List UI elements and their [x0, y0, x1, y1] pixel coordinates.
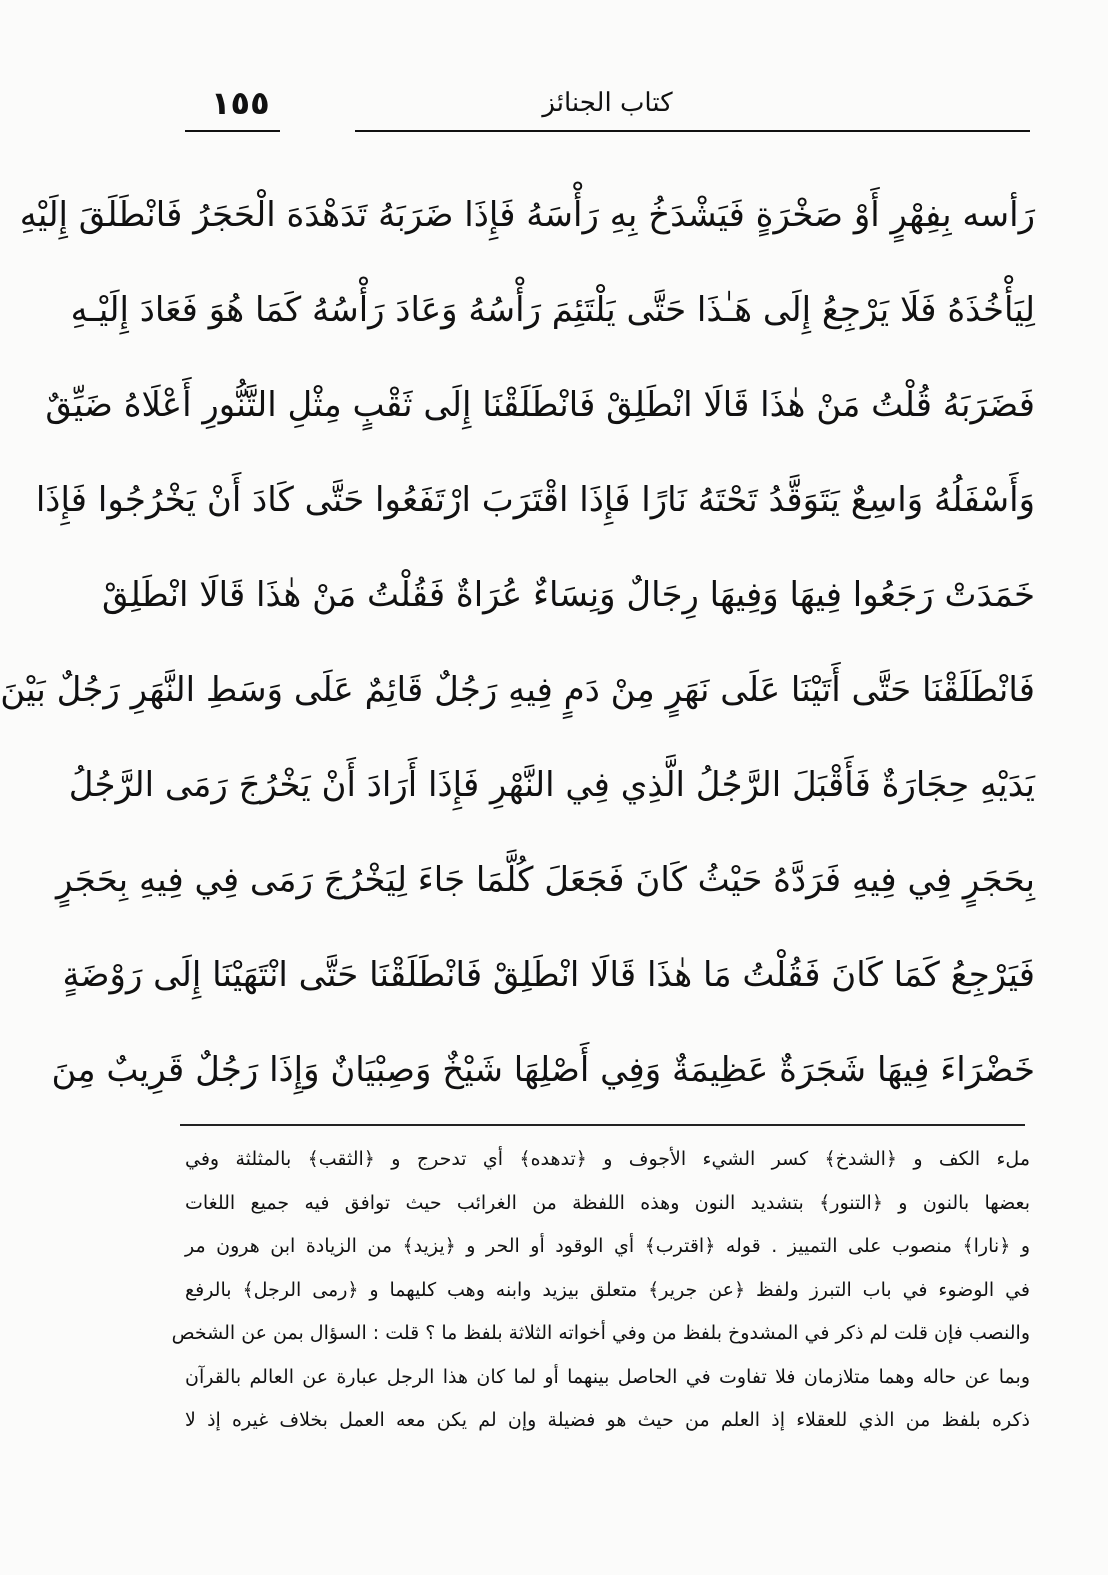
- text-line: بِحَجَرٍ فِي فِيهِ فَرَدَّهُ حَيْثُ كَانَ فَجَعَلَ كُلَّمَا جَاءَ لِيَخْرُجَ رَمَى فِي فِيهِ بِحَجَرٍ: [56, 860, 1035, 900]
- header-rule: [185, 130, 280, 132]
- text-line: خَمَدَتْ رَجَعُوا فِيهَا وَفِيهَا رِجَالٌ وَنِسَاءٌ عُرَاةٌ فَقُلْتُ مَنْ هٰذَا قَالَا انْطَلِقْ: [102, 575, 1035, 615]
- text-line: فَيَرْجِعُ كَمَا كَانَ فَقُلْتُ مَا هٰذَا قَالَا انْطَلِقْ فَانْطَلَقْنَا حَتَّى انْتَهَيْنَا إِلَى رَوْضَةٍ: [62, 955, 1035, 995]
- text-line: فَضَرَبَهُ قُلْتُ مَنْ هٰذَا قَالَا انْطَلِقْ فَانْطَلَقْنَا إِلَى ثَقْبٍ مِثْلِ التَّنُّورِ أَعْلَاهُ ضَيِّقٌ: [45, 385, 1035, 425]
- footnote-line: ملء الكف و ﴿الشدخ﴾ كسر الشيء الأجوف و ﴿تدهده﴾ أي تدحرج و ﴿الثقب﴾ بالمثلثة وفي: [185, 1148, 1030, 1170]
- footnote-line: بعضها بالنون و ﴿التنور﴾ بتشديد النون وهذه اللفظة من الغرائب حيث توافق فيه جميع اللغات: [185, 1191, 1030, 1214]
- text-line: يَدَيْهِ حِجَارَةٌ فَأَقْبَلَ الرَّجُلُ الَّذِي فِي النَّهْرِ فَإِذَا أَرَادَ أَنْ يَخْرُجَ رَمَى الرَّجُلُ: [68, 765, 1035, 805]
- footnote-line: والنصب فإن قلت لم ذكر في المشدوخ بلفظ من وفي أخواته الثلاثة بلفظ ما ؟ قلت : السؤال بمن عن الشخص: [171, 1322, 1030, 1344]
- footnote-line: ذكره بلفظ من الذي للعقلاء إذ العلم من حيث هو فضيلة وإن لم يكن معه العمل بخلاف غيره إذ لا: [185, 1409, 1030, 1431]
- chapter-title: كتاب الجنائز: [542, 88, 673, 118]
- page-number: ١٥٥: [211, 84, 270, 122]
- text-line: وَأَسْفَلُهُ وَاسِعٌ يَتَوَقَّدُ تَحْتَهُ نَارًا فَإِذَا اقْتَرَبَ ارْتَفَعُوا حَتَّى كَادَ أَنْ يَخْرُجُوا فَإِذَا: [35, 480, 1035, 520]
- hadith-text: [0, 168, 1035, 1118]
- page-header: [185, 72, 1030, 134]
- footnote-line: و ﴿نارا﴾ منصوب على التمييز . قوله ﴿اقترب﴾ أي الوقود أو الحر و ﴿يزيد﴾ من الزيادة ابن هرون مر: [185, 1235, 1030, 1257]
- text-line: خَضْرَاءَ فِيهَا شَجَرَةٌ عَظِيمَةٌ وَفِي أَصْلِهَا شَيْخٌ وَصِبْيَانٌ وَإِذَا رَجُلٌ قَرِيبٌ مِنَ: [51, 1050, 1035, 1090]
- footnote-line: في الوضوء في باب التبرز ولفظ ﴿عن جرير﴾ متعلق بيزيد وابنه وهب كليهما و ﴿رمى الرجل﴾ بالرفع: [185, 1278, 1030, 1301]
- text-line: رَأسه بِفِهْرٍ أَوْ صَخْرَةٍ فَيَشْدَخُ بِهِ رَأْسَهُ فَإِذَا ضَرَبَهُ تَدَهْدَهَ الْحَجَرُ فَانْطَلَقَ إِلَيْهِ: [19, 195, 1035, 235]
- text-line: لِيَأْخُذَهُ فَلَا يَرْجِعُ إِلَى هَـٰذَا حَتَّى يَلْتَئِمَ رَأْسُهُ وَعَادَ رَأْسُهُ كَمَا هُوَ فَعَادَ إِلَيْـهِ: [70, 290, 1035, 330]
- header-rule: [355, 130, 1030, 132]
- text-line: فَانْطَلَقْنَا حَتَّى أَتَيْنَا عَلَى نَهَرٍ مِنْ دَمٍ فِيهِ رَجُلٌ قَائِمٌ عَلَى وَسَطِ النَّهَرِ رَجُلٌ بَيْنَ: [0, 670, 1035, 710]
- footnote-divider: [180, 1124, 1025, 1126]
- commentary-footnotes: [171, 1138, 1030, 1443]
- footnote-line: وبما عن حاله وهما متلازمان فلا تفاوت في الحاصل بينهما أو لما كان هذا الرجل عبارة عن العالم بالقرآن: [185, 1365, 1030, 1388]
